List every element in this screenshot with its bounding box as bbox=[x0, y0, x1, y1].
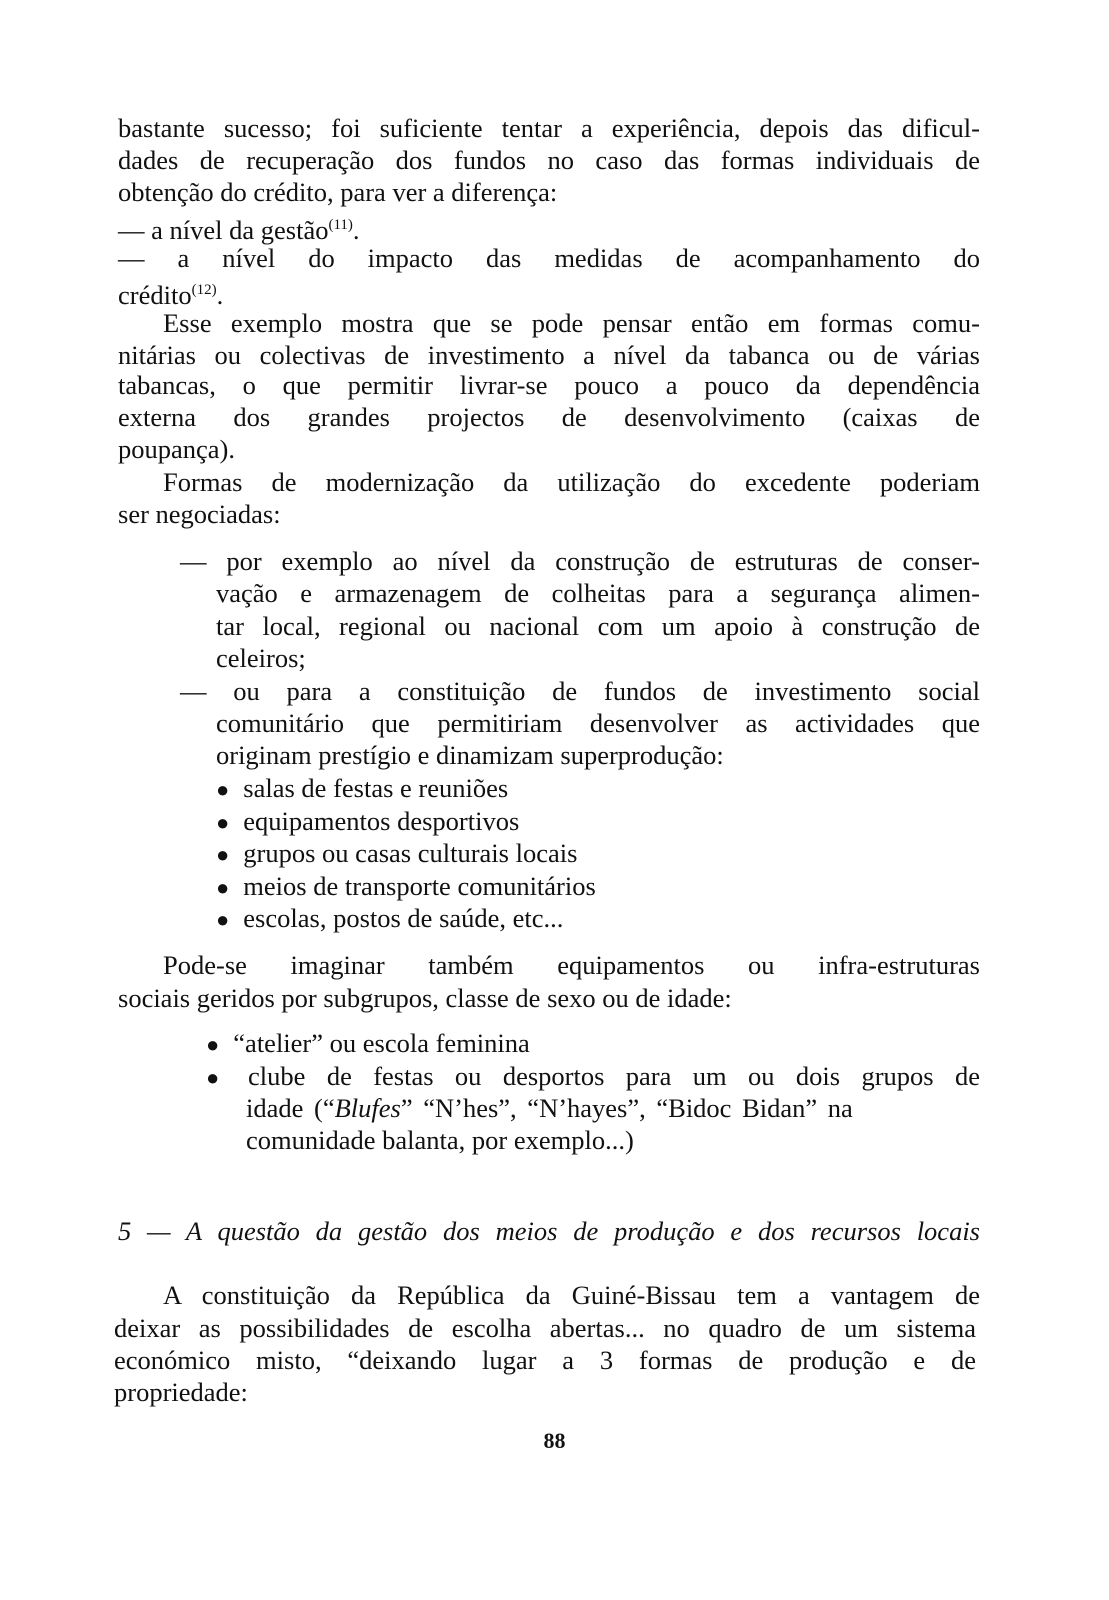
text-line: obtenção do crédito, para ver a diferença: bbox=[118, 177, 558, 207]
text: crédito bbox=[118, 279, 192, 310]
text: . bbox=[216, 279, 224, 310]
italic-term: Blufes bbox=[334, 1093, 401, 1123]
text-line: Esse exemplo mostra que se pode pensar então em formas comu- bbox=[163, 308, 980, 338]
bullet-item: ● clube de festas ou desportos para um ou dois grupos de bbox=[206, 1060, 980, 1094]
bullet-item: ● meios de transporte comunitários bbox=[216, 870, 1078, 904]
text-line: poupança). bbox=[118, 434, 235, 464]
text-line: Formas de modernização da utilização do excedente poderiam bbox=[163, 467, 980, 497]
text-line: nitárias ou colectivas de investimento a nível da tabanca ou de várias bbox=[118, 340, 980, 370]
text-line: externa dos grandes projectos de desenvolvimento (caixas de bbox=[118, 402, 980, 432]
text-line: comunitário que permitiriam desenvolver as actividades que bbox=[216, 708, 980, 738]
text-line: — a nível do impacto das medidas de acompanhamento do bbox=[118, 243, 980, 273]
text-line: vação e armazenagem de colheitas para a segurança alimen- bbox=[216, 578, 980, 608]
text-line: ser negociadas: bbox=[118, 499, 281, 529]
text-line: originam prestígio e dinamizam superprodução: bbox=[216, 740, 724, 770]
text-line: tabancas, o que permitir livrar-se pouco a pouco da dependência bbox=[118, 370, 980, 400]
text-line: económico misto, “deixando lugar a 3 formas de produção e de bbox=[114, 1345, 976, 1375]
page-number: 88 bbox=[543, 1428, 566, 1453]
text-line bbox=[246, 1092, 980, 1124]
text-line: — por exemplo ao nível da construção de estruturas de conser- bbox=[180, 546, 980, 576]
text-line: — ou para a constituição de fundos de investimento social bbox=[180, 676, 980, 706]
text-line: propriedade: bbox=[114, 1377, 248, 1407]
text: . bbox=[352, 214, 360, 245]
text-line: bastante sucesso; foi suficiente tentar a experiência, depois das dificul- bbox=[118, 113, 980, 143]
text-line: celeiros; bbox=[216, 643, 306, 673]
text-line bbox=[118, 274, 980, 311]
text-line bbox=[118, 209, 980, 246]
text-line: sociais geridos por subgrupos, classe de sexo ou de idade: bbox=[118, 983, 732, 1013]
bullet-item: ● escolas, postos de saúde, etc... bbox=[216, 902, 1078, 936]
text-line: A constituição da República da Guiné-Bissau tem a vantagem de bbox=[163, 1280, 980, 1310]
footnote-ref: (12) bbox=[191, 282, 217, 298]
bullet-item: ● equipamentos desportivos bbox=[216, 805, 1078, 839]
bullet-item: ● “atelier” ou escola feminina bbox=[206, 1027, 980, 1061]
text-line: Pode-se imaginar também equipamentos ou infra-estruturas bbox=[163, 950, 980, 980]
text-line: dades de recuperação dos fundos no caso das formas individuais de bbox=[118, 145, 980, 175]
section-heading: 5 — A questão da gestão dos meios de produção e dos recursos locais bbox=[118, 1216, 980, 1246]
text-line: tar local, regional ou nacional com um apoio à construção de bbox=[216, 611, 980, 641]
footnote-ref: (11) bbox=[328, 217, 353, 233]
bullet-item: ● grupos ou casas culturais locais bbox=[216, 837, 1078, 871]
text: idade (“ bbox=[246, 1093, 335, 1123]
text: — a nível da gestão bbox=[118, 214, 329, 245]
text-line: comunidade balanta, por exemplo...) bbox=[246, 1125, 634, 1155]
bullet-item: ● salas de festas e reuniões bbox=[216, 772, 1078, 806]
text: ” “N’hes”, “N’hayes”, “Bidoc Bidan” na bbox=[400, 1093, 853, 1123]
text-line: deixar as possibilidades de escolha abertas... no quadro de um sistema bbox=[114, 1313, 976, 1343]
